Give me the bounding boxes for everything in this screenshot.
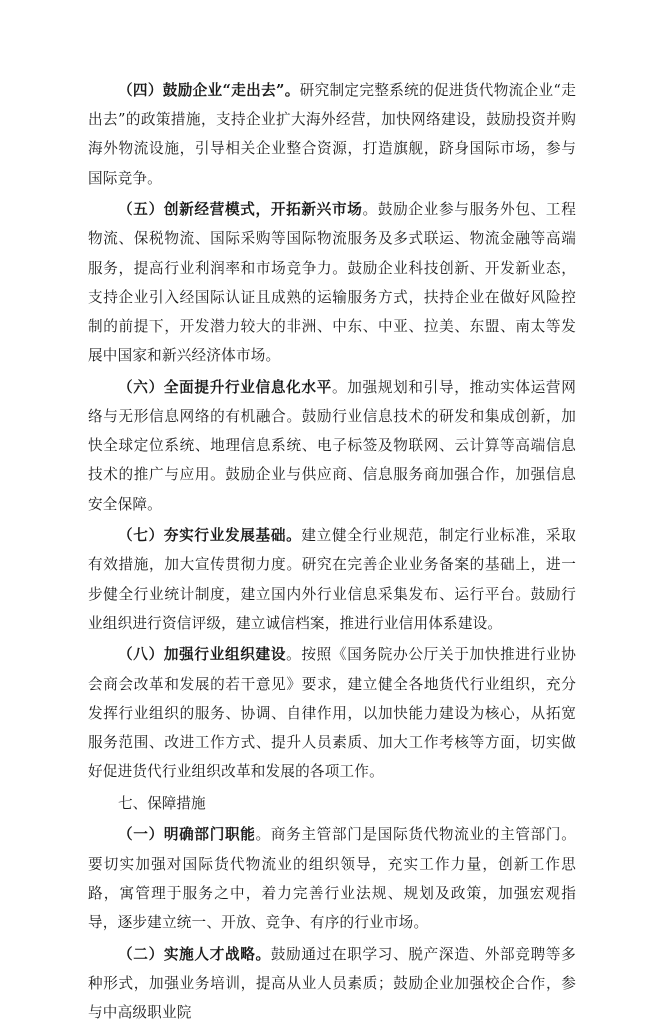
- paragraph-lead: （五）创新经营模式，开拓新兴市场: [118, 201, 363, 219]
- paragraph-text: 。按照《国务院办公厅关于加快推进行业协会商会改革和发展的若干意见》要求，建立健全各地货代行业组织，充分发挥行业组织的服务、协调、自律作用，以加快能力建设为核心，从拓宽服务范围、改进工作方式、提升人员素质、加大工作考核等方面，切实做好促进货代行业组织改革和发展的各项工作。: [88, 646, 576, 781]
- paragraph-lead: （四）鼓励企业“走出去”。: [118, 82, 300, 99]
- paragraph-department-duties: [88, 820, 576, 937]
- document-body: [88, 76, 576, 1030]
- paragraph-text: 。商务主管部门是国际货代物流业的主管部门。要切实加强对国际货代物流业的组织领导，充实工作力量，创新工作思路，寓管理于服务之中，着力完善行业法规、规划及政策，加强宏观指导，逐步建立统一、开放、竞争、有序的行业市场。: [88, 826, 576, 932]
- paragraph-informatization: [88, 373, 576, 519]
- paragraph-text: 鼓励通过在职学习、脱产深造、外部竞聘等多种形式，加强业务培训，提高从业人员素质；鼓励企业加强校企合作，参与中高级职业院: [88, 945, 576, 1022]
- paragraph-lead: （七）夯实行业发展基础。: [118, 527, 302, 545]
- paragraph-talent-strategy: [88, 940, 576, 1028]
- paragraph-lead: （六）全面提升行业信息化水平: [118, 378, 332, 396]
- paragraph-text: 研究制定完整系统的促进货代物流企业“走出去”的政策措施，支持企业扩大海外经营，加快网络建设，鼓励投资并购海外物流设施，引导相关企业整合资源，打造旗舰，跻身国际市场，参与国际竞争。: [88, 82, 577, 187]
- paragraph-foundation: [88, 521, 576, 638]
- paragraph-lead: （一）明确部门职能: [118, 826, 256, 844]
- paragraph-innovation: [88, 195, 576, 370]
- paragraph-organization: [88, 640, 576, 786]
- paragraph-lead: （二）实施人才战略。: [118, 945, 271, 963]
- paragraph-text: 。加强规划和引导，推动实体运营网络与无形信息网络的有机融合。鼓励行业信息技术的研发和集成创新，加快全球定位系统、地理信息系统、电子标签及物联网、云计算等高端信息技术的推广与应用。鼓励企业与供应商、信息服务商加强合作，加强信息安全保障。: [88, 378, 577, 513]
- paragraph-lead: （八）加强行业组织建设: [118, 646, 287, 664]
- paragraph-text: 。鼓励企业参与服务外包、工程物流、保税物流、国际采购等国际物流服务及多式联运、物流金融等高端服务，提高行业利润率和市场竞争力。鼓励企业科技创新、开发新业态，支持企业引入经国际认证且成熟的运输服务方式，扶持企业在做好风险控制的前提下，开发潜力较大的非洲、中东、中亚、拉美、东盟、南太等发展中国家和新兴经济体市场。: [88, 201, 576, 365]
- section-heading: 七、保障措施: [118, 794, 206, 812]
- paragraph-text: 建立健全行业规范，制定行业标准，采取有效措施，加大宣传贯彻力度。研究在完善企业业务备案的基础上，进一步健全行业统计制度，建立国内外行业信息采集发布、运行平台。鼓励行业组织进行资信评级，建立诚信档案，推进行业信用体系建设。: [88, 527, 576, 632]
- paragraph-go-global: [88, 76, 576, 193]
